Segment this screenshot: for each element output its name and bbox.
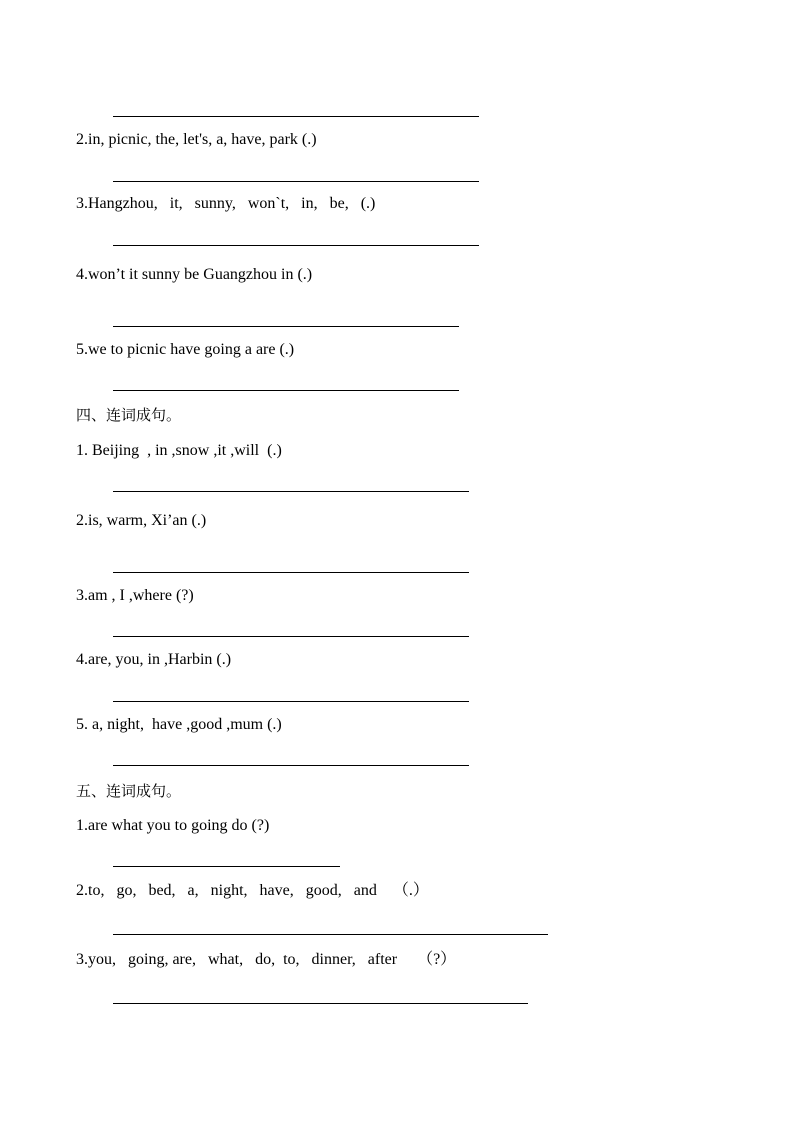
- question-item: 3.you, going, are, what, do, to, dinner, after （?）: [76, 951, 457, 968]
- answer-line[interactable]: [113, 245, 479, 246]
- section-heading: 四、连词成句。: [76, 406, 182, 424]
- answer-line[interactable]: [113, 326, 459, 327]
- question-item: 2.to, go, bed, a, night, have, good, and （.）: [76, 882, 429, 899]
- answer-line[interactable]: [113, 765, 469, 766]
- answer-line[interactable]: [113, 181, 479, 182]
- answer-line[interactable]: [113, 116, 479, 117]
- answer-line[interactable]: [113, 701, 469, 702]
- answer-line[interactable]: [113, 491, 469, 492]
- question-item: 2.in, picnic, the, let's, a, have, park (.): [76, 131, 317, 148]
- section-heading: 五、连词成句。: [76, 782, 182, 800]
- answer-line[interactable]: [113, 934, 548, 935]
- question-item: 5. a, night, have ,good ,mum (.): [76, 716, 282, 733]
- answer-line[interactable]: [113, 390, 459, 391]
- answer-line[interactable]: [113, 636, 469, 637]
- question-item: 5.we to picnic have going a are (.): [76, 341, 295, 358]
- question-item: 4.won’t it sunny be Guangzhou in (.): [76, 266, 313, 283]
- question-item: 1. Beijing , in ,snow ,it ,will (.): [76, 442, 282, 459]
- answer-line[interactable]: [113, 1003, 528, 1004]
- answer-line[interactable]: [113, 572, 469, 573]
- question-item: 3.am , I ,where (?): [76, 587, 194, 604]
- question-item: 4.are, you, in ,Harbin (.): [76, 651, 232, 668]
- question-item: 2.is, warm, Xi’an (.): [76, 512, 207, 529]
- question-item: 3.Hangzhou, it, sunny, won`t, in, be, (.): [76, 195, 376, 212]
- answer-line[interactable]: [113, 866, 340, 867]
- question-item: 1.are what you to going do (?): [76, 817, 270, 834]
